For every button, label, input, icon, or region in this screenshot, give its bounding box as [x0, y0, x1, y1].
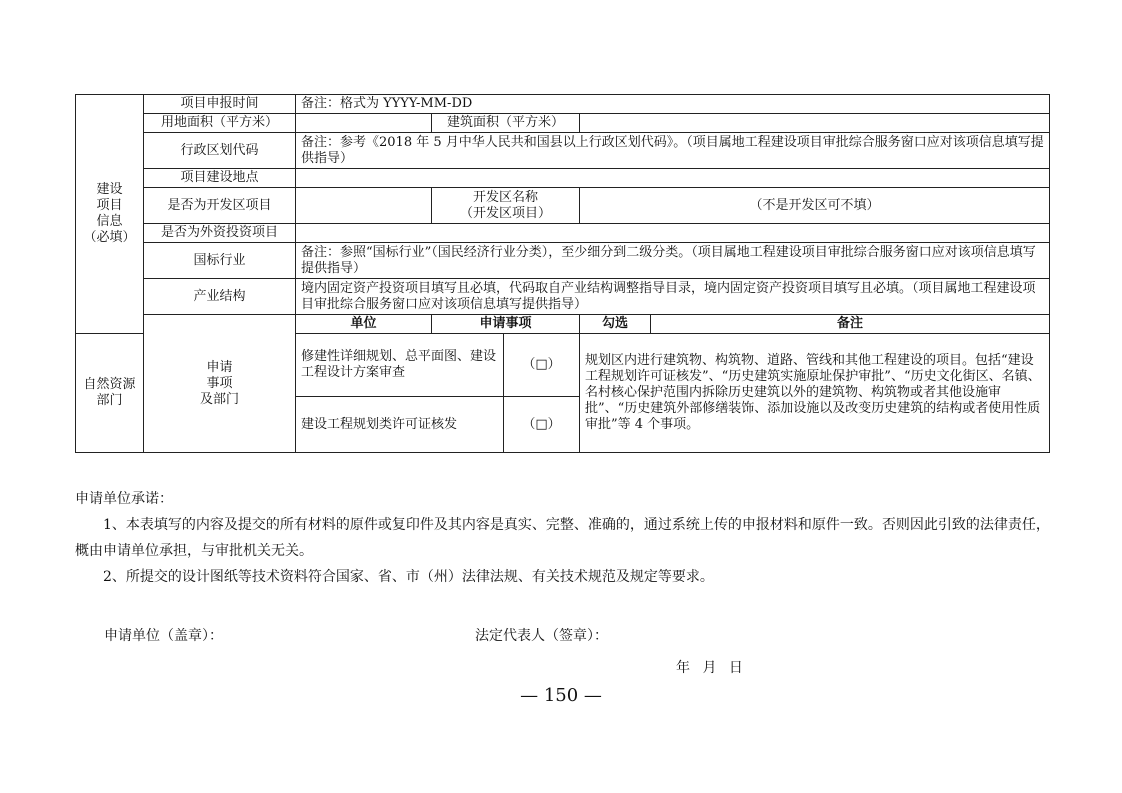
pledge-title: 申请单位承诺：: [75, 491, 173, 507]
foreign-investment-field[interactable]: [296, 224, 1050, 243]
pledge-section: [75, 486, 1055, 590]
col-header-check: 勾选: [580, 315, 651, 334]
location-field[interactable]: [296, 169, 1050, 188]
region-code-label: 行政区划代码: [144, 133, 296, 169]
report-time-field[interactable]: 备注：格式为 YYYY-MM-DD: [296, 95, 1050, 114]
report-time-label: 项目申报时间: [144, 95, 296, 114]
unit-natural-resources: 自然资源部门: [76, 334, 144, 453]
dev-zone-field[interactable]: [296, 188, 432, 224]
land-area-field[interactable]: [296, 114, 432, 133]
legal-rep-signature-label: 法定代表人（签章）：: [475, 628, 608, 644]
section-application-header: 申请 事项 及部门: [144, 315, 296, 453]
page-number: — 150 —: [520, 685, 602, 706]
foreign-investment-label: 是否为外资投资项目: [144, 224, 296, 243]
region-code-field[interactable]: 备注：参考《2018 年 5 月中华人民共和国县以上行政区划代码》。（项目属地工程建设项目审批综合服务窗口应对该项信息填写提供指导）: [296, 133, 1050, 169]
industry-structure-label: 产业结构: [144, 279, 296, 315]
industry-structure-field[interactable]: 境内固定资产投资项目填写且必填，代码取自产业结构调整指导目录，境内固定资产投资项目填写且必填。（项目属地工程建设项目审批综合服务窗口应对该项信息填写提供指导）: [296, 279, 1050, 315]
applicant-seal-label: 申请单位（盖章）：: [104, 628, 223, 644]
section-project-info-header: 建设 项目 信息 （必填）: [76, 95, 144, 334]
signature-date: 年 月 日: [676, 660, 743, 676]
dev-zone-name-label: 开发区名称 （开发区项目）: [432, 188, 580, 224]
land-area-label: 用地面积（平方米）: [144, 114, 296, 133]
checkbox-item-2[interactable]: （□）: [504, 397, 580, 453]
pledge-item-2: 2、所提交的设计图纸等技术资料符合国家、省、市（州）法律法规、有关技术规范及规定等要求。: [103, 569, 714, 585]
remark-text: 规划区内进行建筑物、构筑物、道路、管线和其他工程建设的项目。包括“建设工程规划许可证核发”、“历史建筑实施原址保护审批”、“历史文化街区、名镇、名村核心保护范围内拆除历史建筑以外的建筑物、构筑物或者其他设施审批”、“历史建筑外部修缮装饰、添加设施以及改变历史建筑的结构或者使用性质审批”等 4 个事项。: [580, 334, 1050, 453]
building-area-label: 建筑面积（平方米）: [432, 114, 580, 133]
col-header-item: 申请事项: [432, 315, 580, 334]
application-item-2: 建设工程规划类许可证核发: [296, 397, 504, 453]
dev-zone-label: 是否为开发区项目: [144, 188, 296, 224]
application-item-1: 修建性详细规划、总平面图、建设工程设计方案审查: [296, 334, 504, 397]
industry-label: 国标行业: [144, 243, 296, 279]
dev-zone-name-field[interactable]: （不是开发区可不填）: [580, 188, 1050, 224]
location-label: 项目建设地点: [144, 169, 296, 188]
col-header-remark: 备注: [651, 315, 1050, 334]
building-area-field[interactable]: [580, 114, 1050, 133]
col-header-unit: 单位: [296, 315, 432, 334]
pledge-item-1: 1、本表填写的内容及提交的所有材料的原件或复印件及其内容是真实、完整、准确的，通过系统上传的申报材料和原件一致。否则因此引致的法律责任，概由申请单位承担，与审批机关无关。: [75, 517, 1050, 559]
application-form-table: [75, 94, 1050, 453]
industry-field[interactable]: 备注：参照“国标行业”（国民经济行业分类），至少细分到二级分类。（项目属地工程建设项目审批综合服务窗口应对该项信息填写提供指导）: [296, 243, 1050, 279]
checkbox-item-1[interactable]: （□）: [504, 334, 580, 397]
